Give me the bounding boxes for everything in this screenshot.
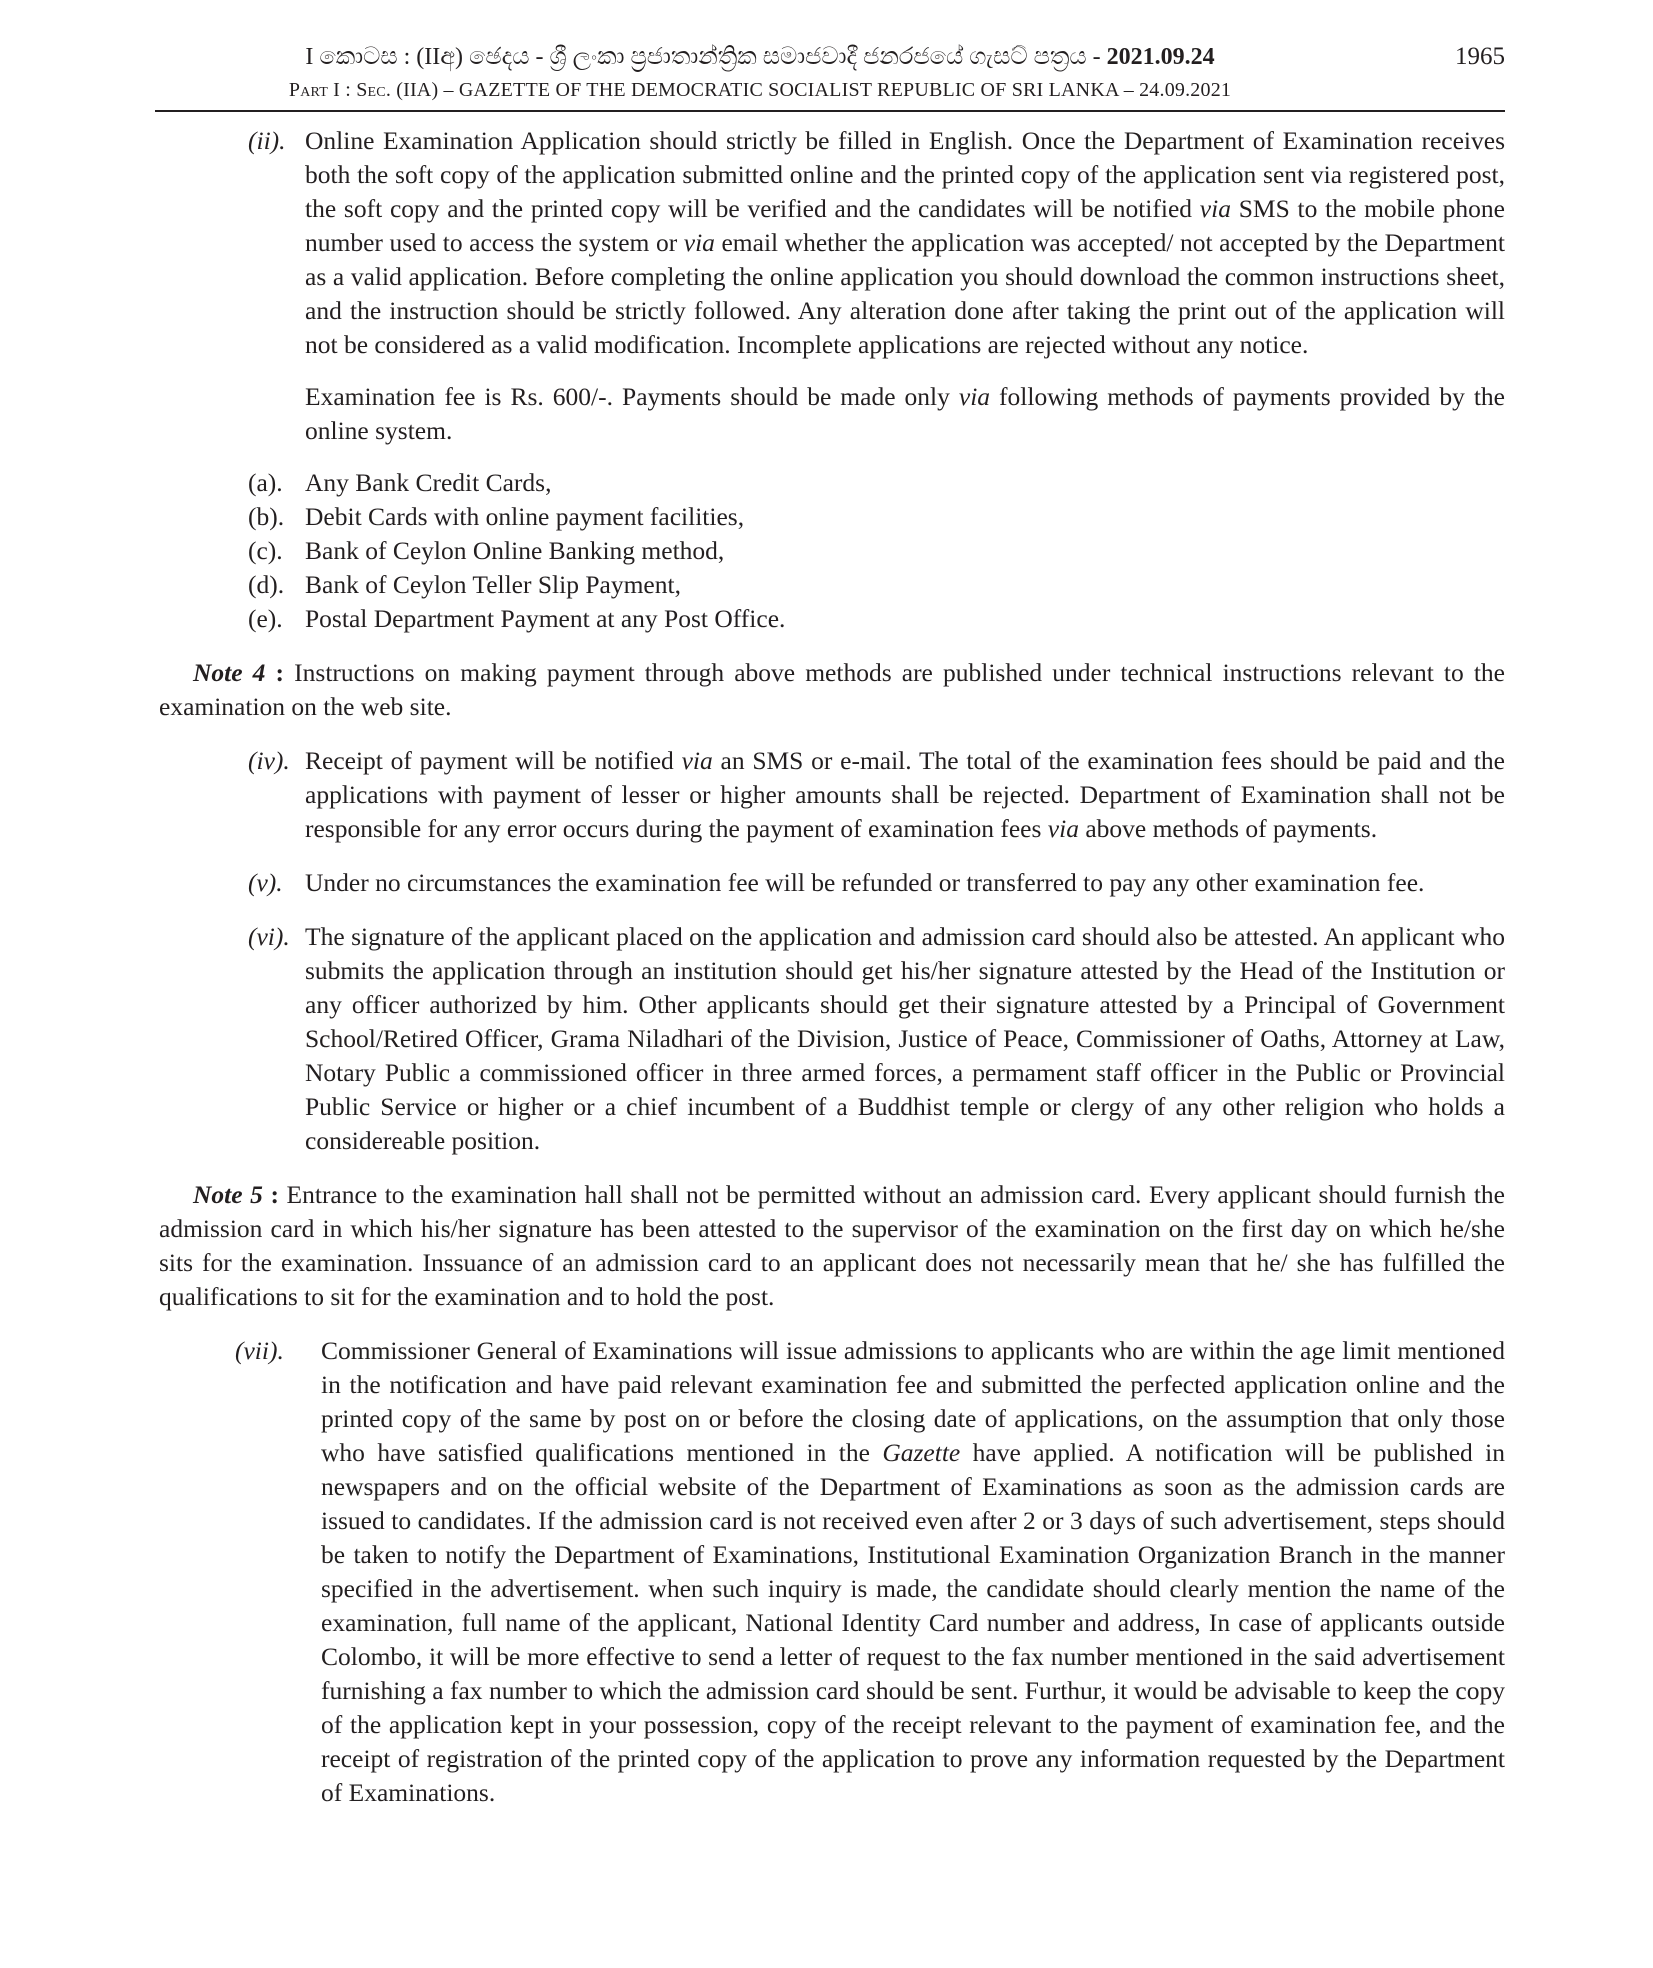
italic-via: via [683, 228, 715, 257]
item-text: SMS to the mobile phone number used to access the system or [305, 194, 1505, 257]
note-text: Entrance to the examination hall shall not be permitted without an admission card. Every applicant should furnish the admission card in which his/her signature has been attested to the supervisor of the examination on the first day on which he/she sits for the examination. Inssuance of an admission card to an applicant does not necessarily mean that he/ she has fulfilled the qualifications to sit for the examination and to hold the post. [159, 1180, 1505, 1311]
note-colon: : [265, 658, 295, 687]
item-v [248, 866, 1505, 900]
list-text: Any Bank Credit Cards, [305, 468, 552, 497]
item-text: Receipt of payment will be notified [305, 746, 682, 775]
payment-method-item [248, 568, 1505, 602]
item-number: (vii). [235, 1336, 284, 1365]
note-4 [159, 656, 1505, 724]
note-label: Note 5 [193, 1180, 263, 1209]
header-part: Part [288, 79, 328, 101]
note-label: Note 4 [193, 658, 266, 687]
item-text: email whether the application was accepted/ not accepted by the Department as a valid application. Before completing the online application you should download the common instructions sheet, and the instruction should be strictly followed. Any alteration done after taking the print out of the application will not be considered as a valid modification. Incomplete applications are rejected without any notice. [305, 228, 1505, 359]
sinhala-date: 2021.09.24 [1106, 44, 1215, 70]
list-marker: (d). [248, 570, 285, 599]
list-text: Bank of Ceylon Online Banking method, [305, 536, 725, 565]
item-text: have applied. A notification will be published in newspapers and on the official website of the Department of Examinations as soon as the admission cards are issued to candidates. If the admission card is not received even after 2 or 3 days of such advertisement, steps should be taken to notify the Department of Examinations, Institutional Examination Organization Branch in the manner specified in the advertisement. when such inquiry is made, the candidate should clearly mention the name of the examination, full name of the applicant, National Identity Card number and address, In case of applicants outside Colombo, it will be more effective to send a letter of request to the fax number mentioned in the said advertisement furnishing a fax number to which the admission card should be sent. Furthur, it would be advisable to keep the copy of the application kept in your possession, copy of the receipt relevant to the payment of examination fee, and the receipt of registration of the printed copy of the application to prove any information requested by the Department of Examinations. [321, 1438, 1506, 1807]
english-header-line [155, 76, 1365, 104]
item-text: above methods of payments. [1078, 814, 1378, 843]
item-number: (v). [248, 868, 283, 897]
italic-via: via [1047, 814, 1079, 843]
header-sec: Sec. [356, 79, 392, 101]
italic-via: via [1199, 194, 1231, 223]
item-number: (ii). [248, 126, 286, 155]
note-text: Instructions on making payment through above methods are published under technical instructions relevant to the examination on the web site. [159, 658, 1505, 721]
payment-method-item [248, 534, 1505, 568]
italic-via: via [958, 382, 991, 411]
item-vii [235, 1334, 1506, 1810]
item-ii [248, 124, 1505, 362]
list-marker: (a). [248, 468, 283, 497]
fee-text: Examination fee is Rs. 600/-. Payments should be made only [305, 382, 959, 411]
italic-via: via [681, 746, 713, 775]
item-text: Under no circumstances the examination fee will be refunded or transferred to pay any other examination fee. [305, 868, 1425, 897]
page-body [0, 124, 1653, 1810]
header-part-num: I : [327, 79, 357, 101]
header-rule [155, 110, 1505, 112]
list-marker: (e). [248, 604, 283, 633]
page-header [155, 40, 1505, 112]
payment-method-item [248, 602, 1505, 636]
item-number: (iv). [248, 746, 290, 775]
payment-method-item [248, 466, 1505, 500]
sinhala-title: I කොටස : (IIඅ) ඡෙදය - ශ්‍රී ලංකා ප්‍රජාතාන්ත්‍රික සමාජවාදී ජනරජයේ ගැසට් පත්‍රය - [305, 44, 1107, 70]
item-vi [248, 920, 1505, 1158]
item-text: The signature of the applicant placed on the application and admission card should also be attested. An applicant who submits the application through an institution should get his/her signature attested by the Head of the Institution or any officer authorized by him. Other applicants should get their signature attested by a Principal of Government School/Retired Officer, Grama Niladhari of the Division, Justice of Peace, Commissioner of Oaths, Attorney at Law, Notary Public a commissioned officer in three armed forces, a permament staff officer in the Public or Provincial Public Service or higher or a chief incumbent of a Buddhist temple or clergy of any other religion who holds a considereable position. [305, 922, 1505, 1155]
list-marker: (b). [248, 502, 285, 531]
item-text: Commissioner General of Examinations will issue admissions to applicants who are within the age limit mentioned in the notification and have paid relevant examination fee and submitted the perfected application online and the printed copy of the same by post on or before the closing date of applications, on the assumption that only those who have satisfied qualifications mentioned in the [321, 1336, 1505, 1467]
item-text: Online Examination Application should strictly be filled in English. Once the Department of Examination receives both the soft copy of the application submitted online and the printed copy of the application sent via registered post, the soft copy and the printed copy will be verified and the candidates will be notified [305, 126, 1505, 223]
list-text: Bank of Ceylon Teller Slip Payment, [305, 570, 681, 599]
italic-gazette: Gazette [882, 1438, 961, 1467]
note-5 [159, 1178, 1505, 1314]
fee-paragraph [305, 380, 1505, 448]
item-text: an SMS or e-mail. The total of the examination fees should be paid and the applications with payment of lesser or higher amounts shall be rejected. Department of Examination shall not be responsible for any error occurs during the payment of examination fees [305, 746, 1505, 843]
payment-method-item [248, 500, 1505, 534]
item-number: (vi). [248, 922, 290, 951]
page-number: 1965 [1455, 43, 1505, 70]
sinhala-header-line [155, 40, 1365, 74]
payment-methods-list [0, 466, 1653, 636]
fee-text: following methods of payments provided by the online system. [305, 382, 1505, 445]
note-colon: : [262, 1180, 287, 1209]
list-text: Postal Department Payment at any Post Office. [305, 604, 786, 633]
item-iv [248, 744, 1505, 846]
header-gazette-title: (IIA) – GAZETTE OF THE DEMOCRATIC SOCIALIST REPUBLIC OF SRI LANKA – 24.09.2021 [391, 79, 1232, 101]
list-text: Debit Cards with online payment facilities, [305, 502, 745, 531]
list-marker: (c). [248, 536, 283, 565]
